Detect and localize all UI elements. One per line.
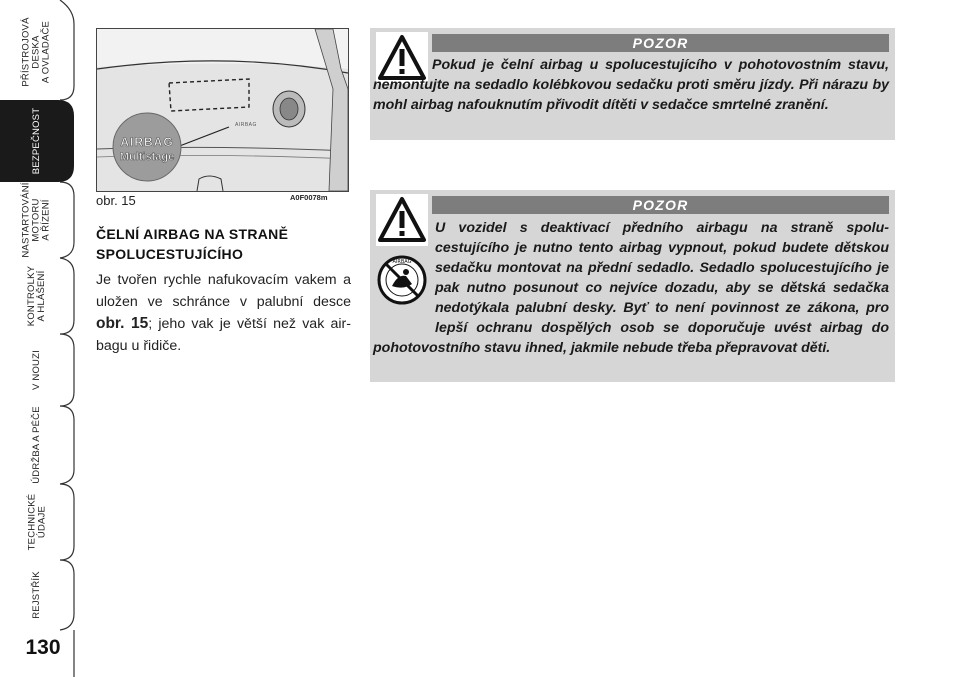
warning-title: POZOR (432, 34, 889, 52)
tab-label-line: V NOUZI (31, 350, 42, 390)
body-text-start: Je tvořen rychle nafukovacím vakem a uložen ve schránce v palubní desce (96, 272, 351, 310)
tab-label-line: KONTROLKY (26, 265, 37, 327)
tab-label-line: PŘÍSTROJOVÁ (21, 17, 32, 87)
figure-reference: obr. 15 (96, 315, 149, 332)
figure-badge-airbag: AIRBAG (120, 135, 174, 149)
figure-badge-multistage: Multistage (119, 151, 175, 163)
tab-label-line: A OVLADAČE (41, 20, 52, 84)
tab-bezpecnost[interactable] (0, 100, 74, 182)
tab-label-line: REJSTŘÍK (31, 571, 42, 619)
figure-code: A0F0078m (290, 193, 328, 202)
tab-label-line: MOTORU (31, 198, 43, 242)
tab-nastartovani-motoru[interactable] (0, 182, 74, 258)
tab-rejstrik[interactable] (0, 560, 74, 630)
tab-label-line: BEZPEČNOST (31, 107, 42, 175)
tab-technicke-udaje[interactable] (0, 484, 74, 560)
tab-label-line: DESKA (31, 35, 42, 69)
tab-v-nouzi[interactable] (0, 334, 74, 406)
section-heading: ČELNÍ AIRBAG NA STRANĚ SPOLUCESTUJÍCÍHO (96, 226, 289, 262)
tab-label-line: NASTARTOVÁNÍ (21, 182, 33, 258)
svg-text:AIRBAG: AIRBAG (392, 259, 412, 265)
warning-text: Pokud je čelní airbag u spolucestujícího v pohotovostním stavu, nemontujte na sedadlo kolébkovou sedačku proti směru jízdy. Při nárazu by mohl airbag nafouknutím přivodit dítěti v sedačce smrtelné zranění. (373, 57, 889, 113)
warning-text-container (373, 218, 889, 358)
tab-udrzba-a-pece[interactable] (0, 406, 74, 484)
warning-box-2 (370, 190, 895, 382)
warning-title: POZOR (432, 196, 889, 214)
tab-label-line: TECHNICKÉ (25, 493, 37, 551)
figure-passenger-airbag (96, 28, 349, 192)
dashboard-illustration (97, 29, 348, 191)
tab-pristrojova-deska[interactable] (0, 6, 74, 98)
body-text-end: ; jeho vak je větší než vak air-bagu u řidiče. (96, 316, 351, 354)
figure-dash-label: AIRBAG (235, 122, 257, 128)
page-number: 130 (25, 636, 61, 659)
tab-label-line: ÚDAJE (35, 505, 47, 539)
figure-caption: obr. 15 (96, 193, 136, 208)
tab-label-line: A ŘÍZENÍ (41, 199, 53, 241)
tab-label-line: ÚDRŽBA A PÉČE (31, 406, 43, 484)
warning-box-1 (370, 28, 895, 140)
section-body (96, 270, 351, 357)
tab-kontrolky[interactable] (0, 258, 74, 334)
warning-text: U vozidel s deaktivací předního airbagu na straně spolu-cestujícího je nutno tento airbag vypnout, pokud budete dětskou sedačku montovat na přední sedadlo. Sedadlo spolucestujícího je pak nutno posunout co nejvíce dozadu, aby se dětská sedačka nedotýkala palubní desky. Byť to není povinnost ze zákona, pro lepší ochranu dospělých osob se doporučuje uvést airbag do pohotovostního stavu ihned, jakmile nebude třeba přepravovat děti. (373, 220, 889, 356)
tab-label-line: A HLÁŠENÍ (36, 270, 47, 322)
chapter-tab-rail (0, 0, 76, 677)
